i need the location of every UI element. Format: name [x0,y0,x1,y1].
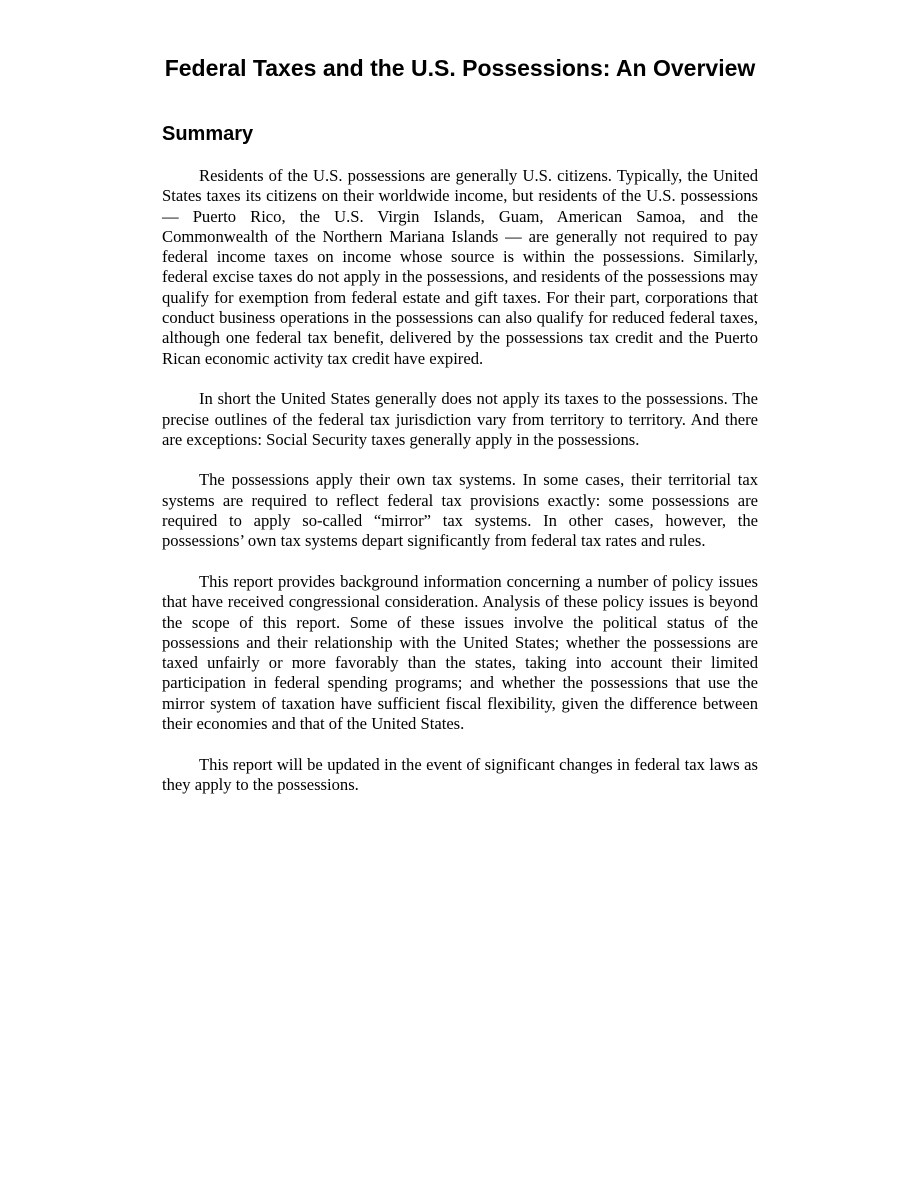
summary-body [162,166,758,816]
paragraph: This report will be updated in the event of significant changes in federal tax laws as they apply to the possessions. [162,754,758,794]
paragraph: In short the United States generally does not apply its taxes to the possessions. The precise outlines of the federal tax jurisdiction vary from territory to territory. And there are exceptions: Social Security taxes generally apply in the possessions. [162,389,758,449]
section-heading-summary: Summary [162,123,254,145]
paragraph: This report provides background information concerning a number of policy issues that have received congressional consideration. Analysis of these policy issues is beyond the scope of this report. Some of these issues involve the political status of the possessions and their relationship with the United States; whether the possessions are taxed unfairly or more favorably than the states, taking into account their limited participation in federal spending programs; and whether the possessions that use the mirror system of taxation have sufficient fiscal flexibility, given the difference between their economies and that of the United States. [162,571,758,734]
paragraph: Residents of the U.S. possessions are generally U.S. citizens. Typically, the United States taxes its citizens on their worldwide income, but residents of the U.S. possessions — Puerto Rico, the U.S. Virgin Islands, Guam, American Samoa, and the Commonwealth of the Northern Mariana Islands — are generally not required to pay federal income taxes on income whose source is within the possessions. Similarly, federal excise taxes do not apply in the possessions, and residents of the possessions may qualify for exemption from federal estate and gift taxes. For their part, corporations that conduct business operations in the possessions can also qualify for reduced federal taxes, although one federal tax benefit, delivered by the possessions tax credit and the Puerto Rican economic activity tax credit have expired. [162,166,758,368]
document-title: Federal Taxes and the U.S. Possessions: An Overview [164,55,756,81]
paragraph: The possessions apply their own tax systems. In some cases, their territorial tax systems are required to reflect federal tax provisions exactly: some possessions are required to apply so-called “mirror” tax systems. In other cases, however, the possessions’ own tax systems depart significantly from federal tax rates and rules. [162,470,758,551]
